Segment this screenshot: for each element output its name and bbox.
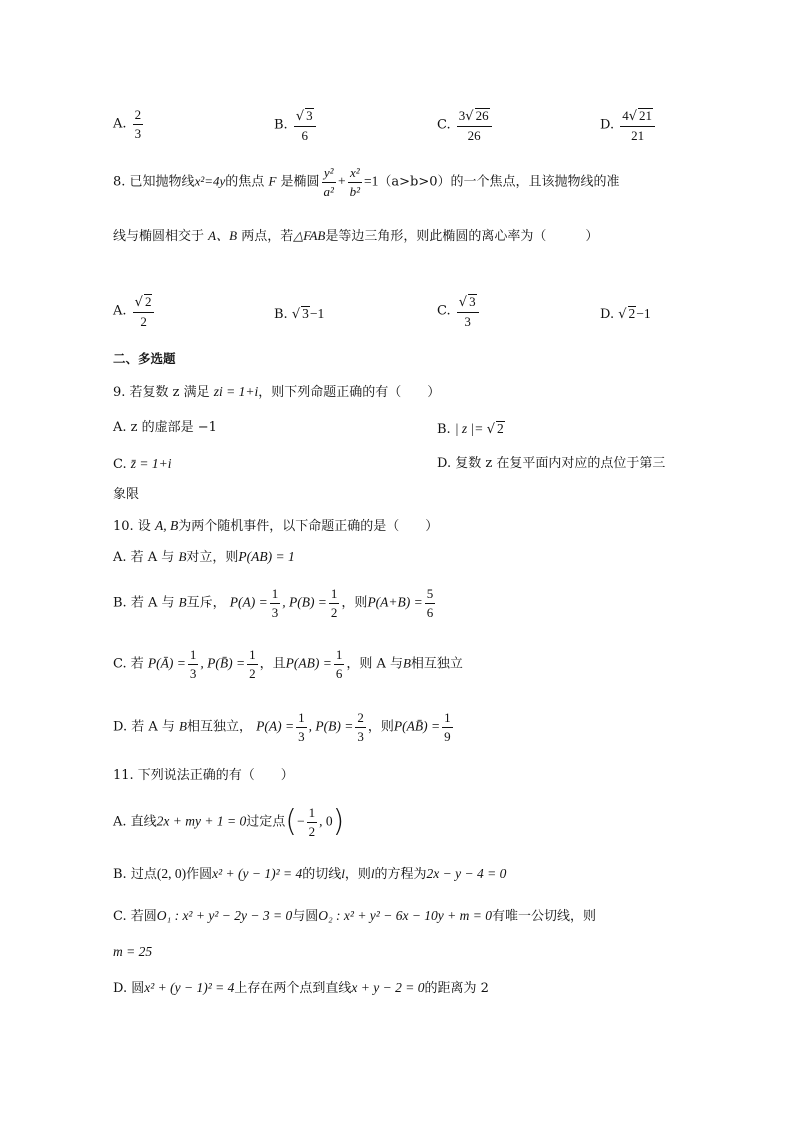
- fraction: $\frac{1}{2}$: [249, 647, 256, 681]
- q8-option-a: A. $\frac{√ 2}{2}$: [113, 294, 156, 328]
- fraction: $\frac{\text{y²}}{\text{a²}}$: [323, 165, 334, 199]
- q11-option-a: A. 直线2x + my + 1 = 0过定点(− $\frac{1}{2}$ , 0): [113, 804, 345, 840]
- q7-option-b: B. $\frac{√ 3}{6}$: [274, 108, 318, 142]
- fraction: $\frac{1}{3}$: [271, 586, 279, 620]
- q8-stem-line2: 线与椭圆相交于 A、B 两点，若△FAB是等边三角形，则此椭圆的离心率为（ ）: [113, 228, 599, 244]
- q9-stem: 9. 若复数 z 满足 zi = 1+i，则下列命题正确的有（ ）: [113, 384, 441, 400]
- q9-option-d-cont: 象限: [113, 487, 140, 502]
- fraction: $\frac{2}{3}$: [134, 107, 142, 141]
- q10-option-d: D. 若 A 与 B相互独立， P(A) = $\frac{1}{3}$ , P(B) = $\frac{2}{3}$ ，则P(AB̄) = $\frac{1}{9}$: [113, 710, 451, 744]
- q11-option-d: D. 圆x² + (y − 1)² = 4上存在两个点到直线x + y − 2 = 0的距离为 2: [113, 980, 489, 996]
- q10-option-a: A. 若 A 与 B对立，则P(AB) = 1: [113, 549, 295, 565]
- fraction: $\frac{1}{3}$: [298, 710, 305, 744]
- q10-option-b: B. 若 A 与 B互斥， P(A) = $\frac{1}{3}$ , P(B) = $\frac{1}{2}$ ，则P(A+B) = $\frac{5}{6}$: [113, 586, 434, 620]
- q8-stem-line1: 8. 已知抛物线x²=4y的焦点 F 是椭圆 $\frac{\text{y²}}{\text{a²}}$ + $\frac{\text{x²}}{\text{b²}}$ =1（a>b>0）的一个焦点，且该抛物线的准: [113, 165, 620, 199]
- q8-option-b: B. √ 3−1: [274, 306, 325, 322]
- section-title: 二、多选题: [113, 351, 176, 366]
- q9-option-b: B. | z |= √ 2: [437, 421, 504, 437]
- q11-stem: 11. 下列说法正确的有（ ）: [113, 768, 294, 783]
- fraction: $\frac{2}{3}$: [357, 710, 364, 744]
- q8-option-c: C. $\frac{√ 3}{3}$: [437, 294, 481, 328]
- fraction: $\frac{√ 3}{3}$: [457, 294, 479, 328]
- fraction: $\frac{1}{2}$: [330, 586, 338, 620]
- fraction: $\frac{5}{6}$: [426, 586, 434, 620]
- q11-option-c-cont: m = 25: [113, 944, 153, 959]
- q7-option-c: C. $\frac{3√ 26}{26}$: [437, 108, 494, 142]
- fraction: $\frac{3√ 26}{26}$: [457, 108, 492, 142]
- fraction: $\frac{1}{2}$: [308, 805, 316, 839]
- q8-option-d: D. √ 2−1: [600, 306, 651, 322]
- fraction: $\frac{1}{3}$: [189, 647, 197, 681]
- fraction: $\frac{1}{6}$: [335, 647, 343, 681]
- q11-option-c: C. 若圆O₁ : x² + y² − 2y − 3 = 0与圆O₂ : x² + y² − 6x − 10y + m = 0有唯一公切线，则: [113, 908, 597, 924]
- q11-option-b: B. 过点(2, 0)作圆x² + (y − 1)² = 4的切线l，则l的方程为2x − y − 4 = 0: [113, 866, 507, 882]
- q7-option-d: D. $\frac{4√ 21}{21}$: [600, 108, 657, 142]
- fraction: $\frac{4√ 21}{21}$: [620, 108, 655, 142]
- q9-option-d: D. 复数 z 在复平面内对应的点位于第三: [437, 456, 666, 471]
- fraction: $\frac{\text{x²}}{\text{b²}}$: [349, 165, 360, 199]
- fraction: $\frac{√ 3}{6}$: [294, 108, 316, 142]
- fraction: $\frac{1}{9}$: [444, 710, 451, 744]
- q7-option-a: A. $\frac{2}{3}$: [113, 107, 142, 141]
- q10-stem: 10. 设 A, B为两个随机事件，以下命题正确的是（ ）: [113, 518, 439, 534]
- q9-option-a: A. z 的虚部是 −1: [113, 420, 217, 435]
- q10-option-c: C. 若 P(Ā) = $\frac{1}{3}$ , P(B̄) = $\frac{1}{2}$ ，且P(AB) = $\frac{1}{6}$ ，则 A 与B相互独立: [113, 647, 463, 681]
- fraction: $\frac{√ 2}{2}$: [133, 294, 155, 328]
- q9-option-c: C. z̄ = 1+i: [113, 456, 172, 472]
